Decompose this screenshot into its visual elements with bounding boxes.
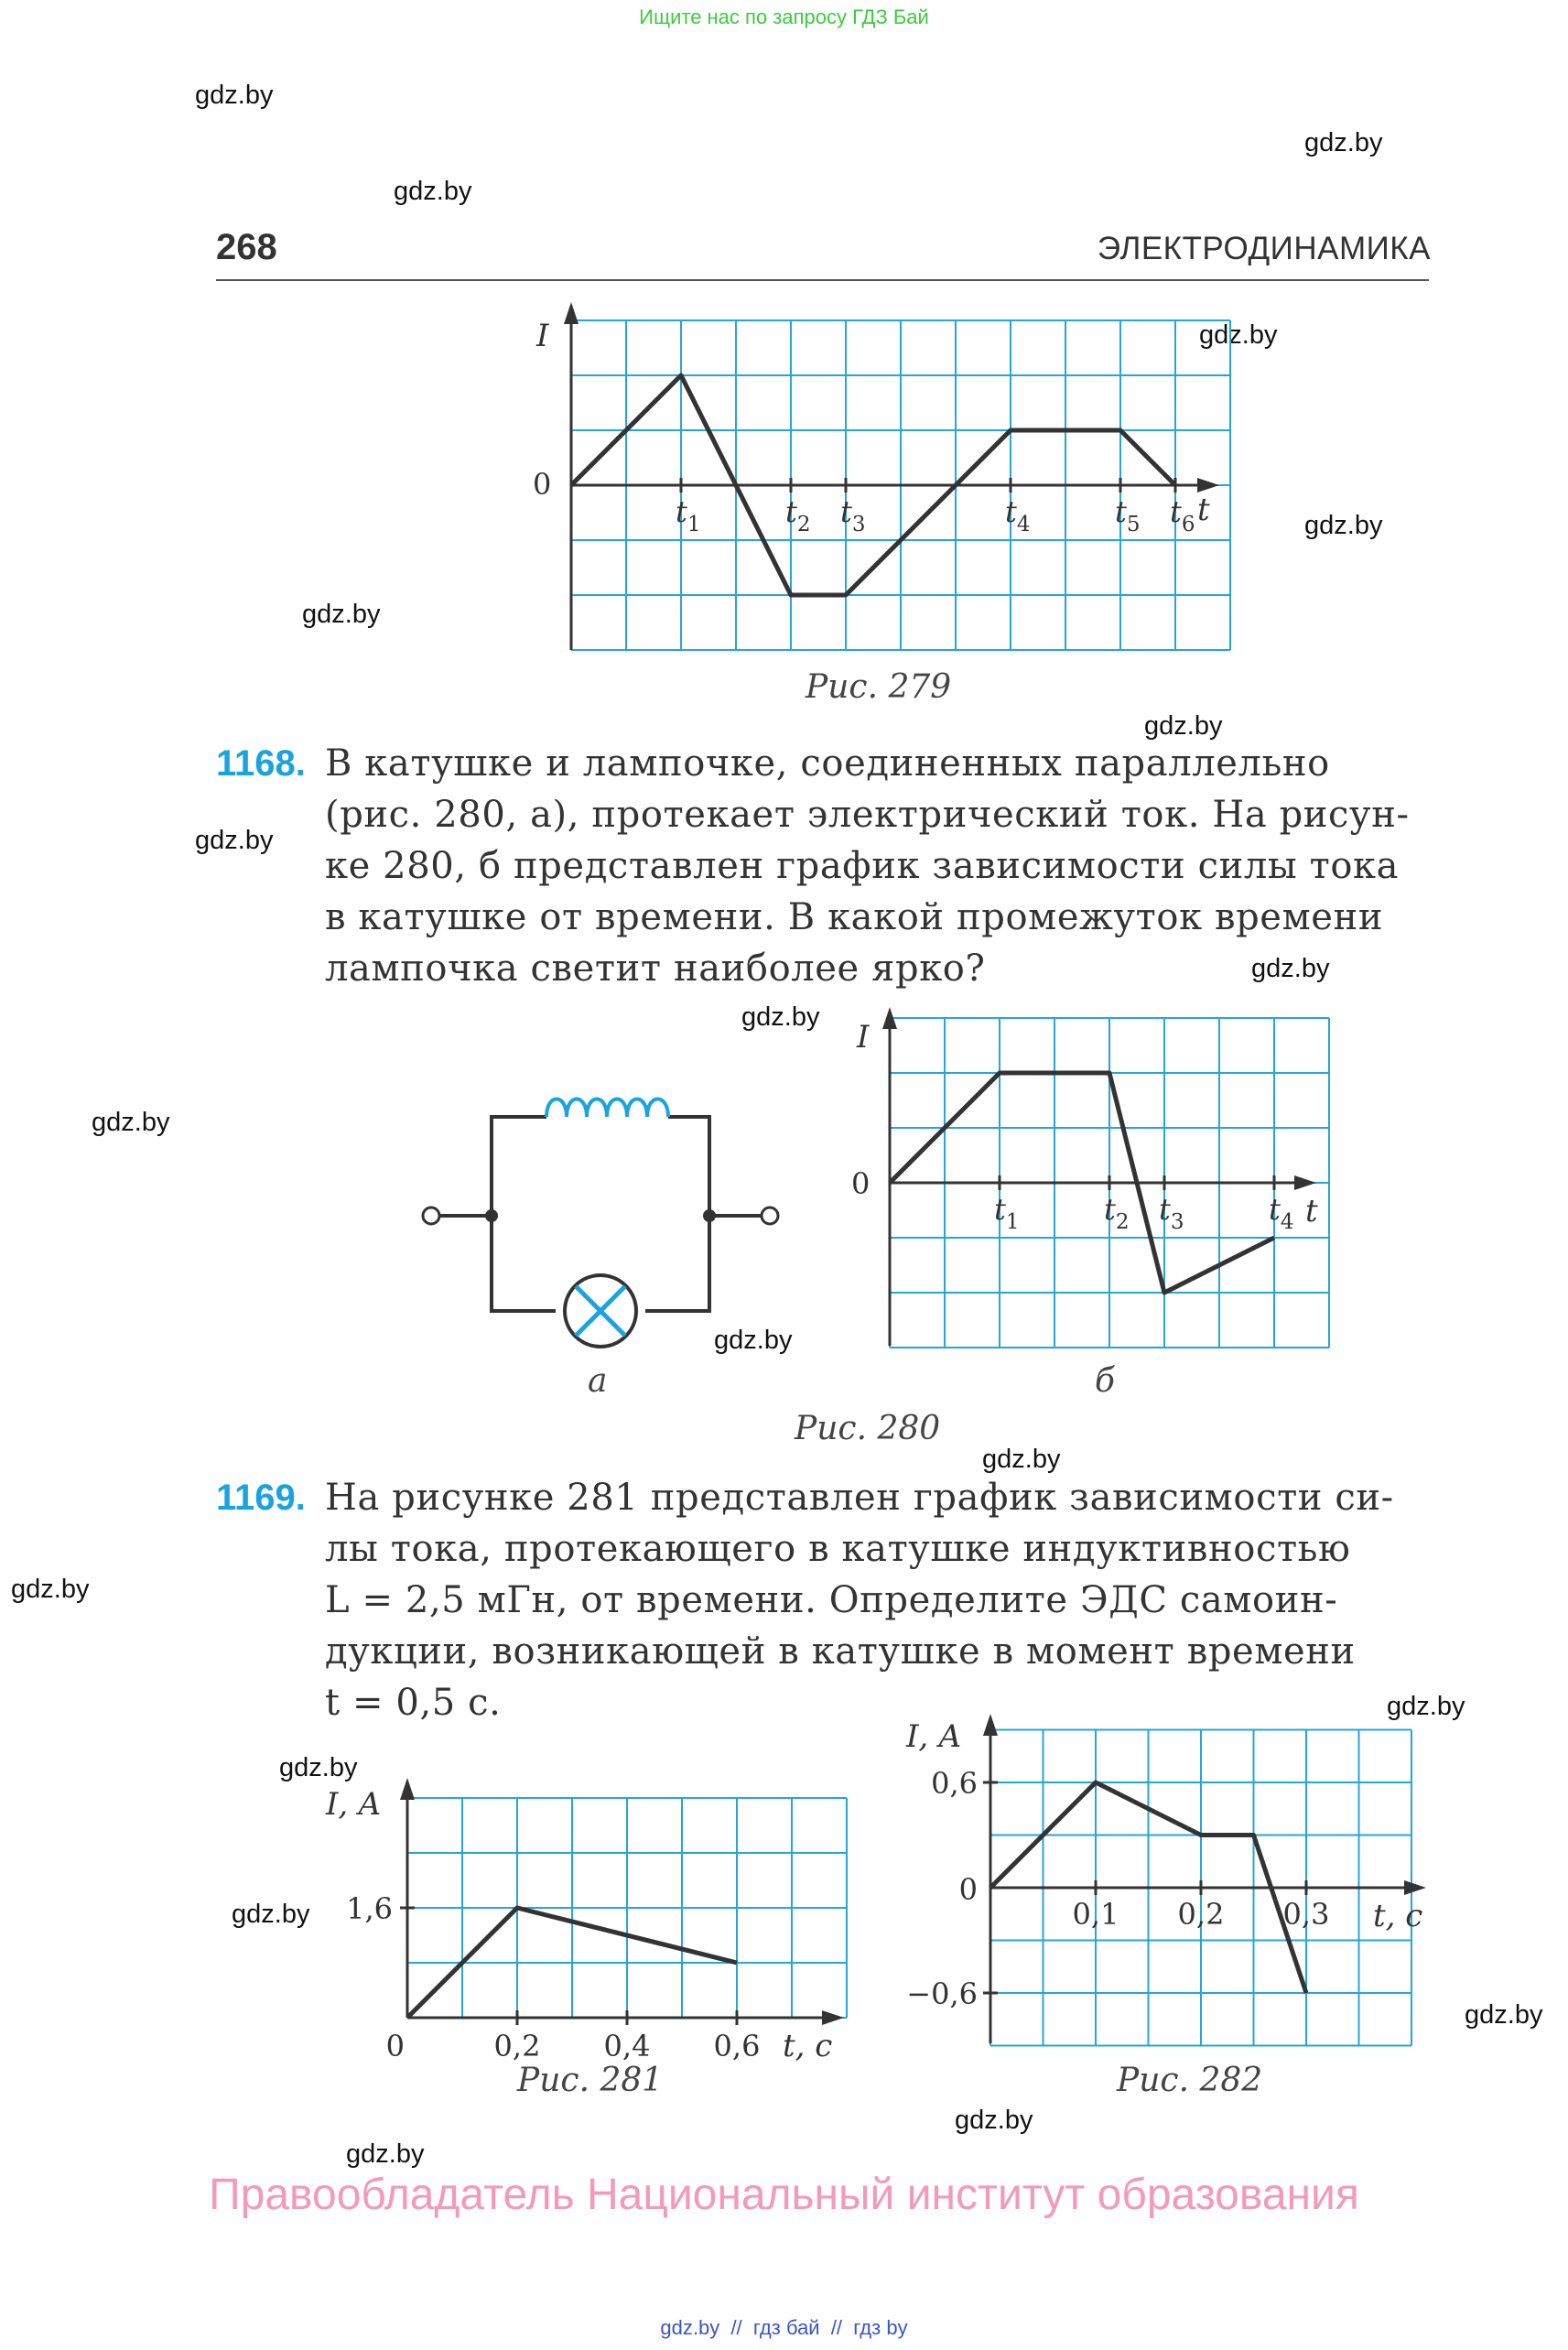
y-axis-label: I: [857, 1019, 870, 1056]
x-axis-arrow: [1404, 1880, 1426, 1895]
problem-line: t = 0,5 с.: [325, 1682, 502, 1724]
x-axis-label: t, с: [1373, 1898, 1423, 1934]
y-axis-arrow: [564, 302, 579, 324]
origin-label: 0: [533, 467, 552, 502]
watermark: gdz.by: [741, 1002, 820, 1032]
problem-line: L = 2,5 мГн, от времени. Определите ЭДС самоин-: [325, 1579, 1338, 1621]
terminal: [762, 1207, 778, 1224]
y-axis-arrow: [983, 1714, 998, 1736]
watermark: gdz.by: [1304, 511, 1383, 540]
x-tick-label: 0,2: [493, 2029, 541, 2063]
wire: [492, 1216, 556, 1311]
x-axis-label: t: [1305, 1193, 1318, 1229]
watermark: gdz.by: [1387, 1692, 1465, 1721]
problem-number-1169: 1169.: [216, 1478, 306, 1518]
y-tick-label: 1,6: [346, 1891, 393, 1926]
watermark: gdz.by: [195, 81, 274, 110]
tick-label: $t_4$: [1269, 1192, 1294, 1234]
label-a: а: [588, 1362, 608, 1400]
label-b: б: [1095, 1362, 1115, 1400]
problem-line: в катушке от времени. В какой промежуток времени: [325, 896, 1384, 938]
y-tick-label: −0,6: [906, 1976, 978, 2011]
x-axis-label: t, с: [783, 2028, 833, 2064]
figure-279: [513, 302, 1245, 705]
watermark: gdz.by: [982, 1445, 1061, 1474]
tick-label: $t_3$: [1159, 1192, 1184, 1234]
watermark: gdz.by: [92, 1108, 170, 1137]
wire: [645, 1216, 709, 1311]
header-rule: [216, 279, 1429, 281]
tick-label: $t_4$: [1005, 494, 1031, 536]
watermark: gdz.by: [1304, 128, 1383, 157]
tick-marks: [400, 1908, 737, 2025]
caption-279: Рис. 279: [806, 668, 952, 706]
y-tick-label: 0,6: [931, 1766, 978, 1801]
watermark: gdz.by: [195, 826, 274, 855]
watermark: gdz.by: [1199, 320, 1278, 350]
section-title: ЭЛЕКТРОДИНАМИКА: [1097, 231, 1431, 266]
x-axis-label: t: [1197, 492, 1210, 528]
copyright-footer: Правообладатель Национальный институт образования: [209, 2171, 1359, 2219]
x-tick-label: 0,3: [1282, 1897, 1330, 1932]
problem-line: В катушке и лампочке, соединенных параллельно: [325, 742, 1330, 785]
caption-282: Рис. 282: [1117, 2062, 1263, 2099]
watermark: gdz.by: [955, 2106, 1033, 2135]
watermark: gdz.by: [346, 2139, 425, 2169]
grid: [407, 1798, 847, 2018]
figure-282: [879, 1712, 1437, 2060]
tick-label: $t_1$: [994, 1192, 1020, 1234]
tick-label: $t_6$: [1170, 494, 1195, 536]
problem-1169-text: [325, 1472, 1429, 1728]
tick-label: $t_2$: [1104, 1192, 1130, 1234]
y-axis-arrow: [400, 1778, 415, 1800]
origin-label: 0: [958, 1872, 978, 1907]
wire: [668, 1117, 709, 1216]
watermark: gdz.by: [394, 177, 472, 206]
watermark: gdz.by: [11, 1575, 90, 1604]
problem-line: На рисунке 281 представлен график зависимости си-: [325, 1477, 1394, 1519]
watermark: gdz.by: [302, 600, 381, 629]
watermark: gdz.by: [714, 1326, 793, 1355]
figure-281: [311, 1776, 860, 2078]
y-axis-label: I, А: [326, 1786, 382, 1823]
watermark: gdz.by: [279, 1753, 358, 1782]
origin-label: 0: [851, 1166, 871, 1201]
x-axis-arrow: [1197, 478, 1219, 493]
problem-line: лампочка светит наиболее ярко?: [325, 948, 986, 990]
tick-label: $t_3$: [840, 494, 866, 536]
terminal: [423, 1207, 439, 1224]
problem-number-1168: 1168.: [216, 743, 306, 784]
y-axis-label: I: [536, 318, 549, 354]
page-number: 268: [216, 227, 277, 267]
origin-label: 0: [385, 2029, 405, 2063]
problem-1168-text: [325, 738, 1429, 994]
y-axis-label: I, А: [906, 1718, 962, 1755]
junction-node: [485, 1209, 498, 1222]
figure-280b-graph: [842, 1007, 1336, 1373]
footer-links: gdz.by // гдз бай // гдз by: [660, 2316, 908, 2339]
x-tick-label: 0,2: [1177, 1897, 1225, 1932]
x-tick-label: 0,6: [713, 2029, 761, 2063]
watermark: gdz.by: [1251, 954, 1330, 983]
problem-line: лы тока, протекающего в катушке индуктивностью: [325, 1528, 1351, 1570]
x-axis-arrow: [822, 2010, 844, 2025]
problem-line: ке 280, б представлен график зависимости силы тока: [325, 845, 1400, 887]
watermark: gdz.by: [1144, 711, 1223, 741]
tick-label: $t_2$: [785, 494, 811, 536]
watermark: gdz.by: [232, 1900, 310, 1929]
problem-line: (рис. 280, а), протекает электрический ток. На рисун-: [325, 794, 1410, 836]
figure-280a-circuit: [416, 1071, 801, 1382]
tick-label: $t_5$: [1115, 494, 1141, 536]
coil-icon: [546, 1099, 668, 1118]
tick-label: $t_1$: [676, 494, 701, 536]
wire: [492, 1117, 546, 1216]
caption-280: Рис. 280: [795, 1410, 941, 1447]
x-tick-label: 0,4: [603, 2029, 651, 2063]
junction-node: [703, 1209, 716, 1222]
top-banner: Ищите нас по запросу ГДЗ Бай: [639, 5, 929, 28]
problem-line: дукции, возникающей в катушке в момент времени: [325, 1630, 1356, 1673]
caption-281: Рис. 281: [517, 2062, 664, 2099]
watermark: gdz.by: [1465, 2000, 1543, 2030]
x-axis-arrow: [1294, 1175, 1316, 1190]
x-tick-label: 0,1: [1072, 1897, 1119, 1932]
